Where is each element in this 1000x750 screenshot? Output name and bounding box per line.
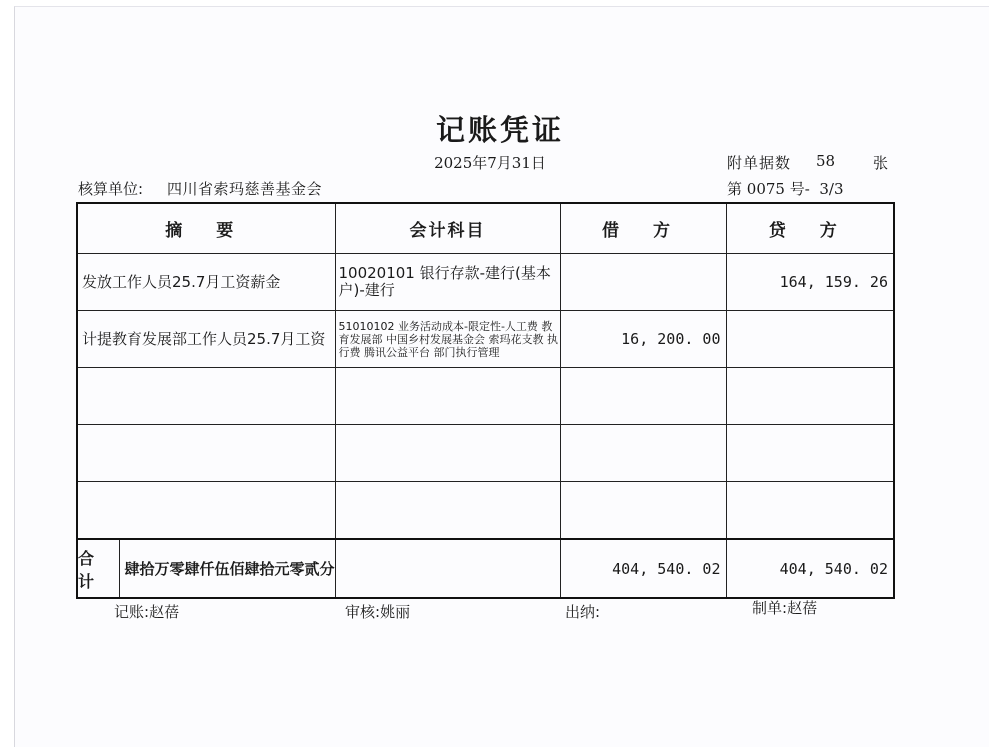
attachment-unit: 张	[873, 154, 889, 172]
table-row	[77, 368, 894, 425]
voucher-number-suffix: 号-	[789, 180, 810, 198]
table-row	[77, 482, 894, 540]
total-cell	[77, 539, 335, 598]
row-account: 51010102 业务活动成本-限定性-人工费 教育发展部 中国乡村发展基金会 索玛花支教 执行费 腾讯公益平台 部门执行管理	[335, 311, 560, 368]
cashier-signature	[565, 601, 600, 622]
total-amount-words: 肆拾万零肆仟伍佰肆拾元零贰分	[124, 560, 335, 578]
row-debit	[560, 368, 726, 425]
row-debit	[560, 482, 726, 540]
total-row	[77, 539, 894, 598]
row-summary: 发放工作人员25.7月工资薪金	[77, 254, 335, 311]
cashier-label: 出纳:	[565, 603, 601, 621]
voucher-title: 记账凭证	[435, 113, 564, 147]
total-label: 合 计	[78, 540, 120, 597]
total-credit: 404, 540. 02	[726, 539, 894, 598]
voucher-number-value: 0075	[746, 180, 785, 198]
row-summary	[77, 482, 335, 540]
preparer-label: 制单:	[752, 599, 788, 617]
preparer-signature	[752, 597, 817, 618]
table-header-row	[77, 203, 894, 254]
row-debit	[560, 254, 726, 311]
table-row	[77, 254, 894, 311]
row-credit: 164, 159. 26	[726, 254, 894, 311]
voucher-table	[76, 202, 895, 599]
preparer-name: 赵蓓	[787, 599, 818, 617]
table-row	[77, 425, 894, 482]
header-account: 会计科目	[335, 203, 560, 254]
row-account	[335, 482, 560, 540]
voucher-date: 2025年7月31日	[434, 154, 546, 172]
total-debit: 404, 540. 02	[560, 539, 726, 598]
reviewer-signature	[345, 601, 410, 622]
header-debit: 借 方	[560, 203, 726, 254]
reviewer-name: 姚丽	[380, 603, 411, 621]
row-credit	[726, 311, 894, 368]
bookkeeper-name: 赵蓓	[149, 603, 180, 621]
row-account: 10020101 银行存款-建行(基本户)-建行	[335, 254, 560, 311]
row-debit: 16, 200. 00	[560, 311, 726, 368]
row-account	[335, 368, 560, 425]
bookkeeper-label: 记账:	[114, 603, 150, 621]
reviewer-label: 审核:	[345, 603, 381, 621]
row-account	[335, 425, 560, 482]
total-words-overflow	[335, 539, 560, 598]
row-credit	[726, 482, 894, 540]
unit-label: 核算单位:	[78, 180, 144, 198]
attachment-label: 附单据数	[727, 154, 792, 172]
attachment-count: 58	[816, 152, 836, 170]
voucher-page: 3/3	[819, 180, 844, 198]
row-credit	[726, 425, 894, 482]
row-summary	[77, 368, 335, 425]
row-summary	[77, 425, 335, 482]
bookkeeper-signature	[114, 601, 179, 622]
header-summary: 摘 要	[77, 203, 335, 254]
header-credit: 贷 方	[726, 203, 894, 254]
row-debit	[560, 425, 726, 482]
unit-name: 四川省索玛慈善基金会	[167, 180, 323, 198]
table-row	[77, 311, 894, 368]
voucher-number-prefix: 第	[727, 180, 743, 198]
voucher-number	[727, 178, 844, 199]
row-credit	[726, 368, 894, 425]
row-summary: 计提教育发展部工作人员25.7月工资	[77, 311, 335, 368]
